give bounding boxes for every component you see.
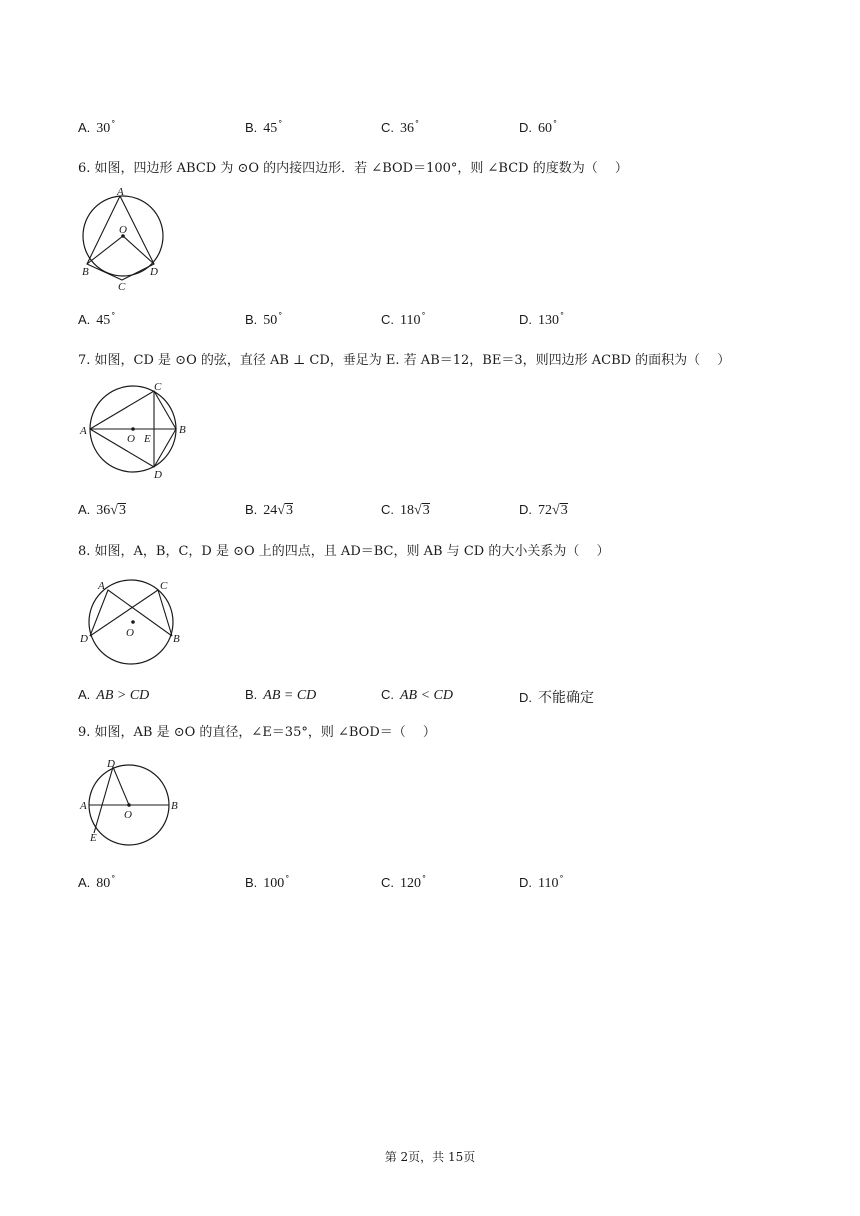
q6-options [78,311,698,335]
q8-options [78,687,698,711]
q9-label-a: A [80,800,87,812]
q5-option-b: B. 45° [245,119,283,136]
q8-label-b: B [173,633,180,645]
q6-label-o: O [119,224,127,236]
q7-option-b: B. 24√3 [245,502,293,518]
q9-figure [76,755,188,847]
q9-options [78,874,698,898]
q8-option-c: C. AB < CD [381,687,453,703]
q8-option-b: B. AB = CD [245,687,317,703]
q8-figure [76,574,188,670]
q8-option-d: D. 不能确定 [519,690,594,706]
q6-option-d: D. 130° [519,311,564,328]
q8-label-c: C [160,580,168,592]
q7-figure [76,380,194,482]
q6-label-d: D [150,266,158,278]
q9-label-b: B [171,800,178,812]
q9-option-d: D. 110° [519,874,564,891]
q9-option-a: A. 80° [78,874,116,891]
q6-question-text: 6. 如图，四边形 ABCD 为 ⊙O 的内接四边形．若 ∠BOD＝100°，则 ∠BCD 的度数为（ ） [78,161,628,176]
q9-label-o: O [124,809,132,821]
q6-figure [76,184,170,294]
q7-label-d: D [154,469,162,481]
q7-option-d: D. 72√3 [519,502,568,518]
q7-label-o: O [127,433,135,445]
q8-label-d: D [80,633,88,645]
q6-label-a: A [117,186,124,198]
q5-option-c: C. 36° [381,119,419,136]
q7-options [78,502,698,526]
q7-option-a: A. 36√3 [78,502,126,518]
q8-option-a: A. AB > CD [78,687,150,703]
q9-option-b: B. 100° [245,874,290,891]
q6-label-c: C [118,281,126,293]
q6-option-b: B. 50° [245,311,283,328]
q9-option-c: C. 120° [381,874,426,891]
q6-option-c: C. 110° [381,311,426,328]
q5-option-a: A. 30° [78,119,116,136]
q5-option-d: D. 60° [519,119,557,136]
q8-label-a: A [98,580,105,592]
q7-label-e: E [144,433,151,445]
q9-label-e: E [90,832,97,844]
q6-label-b: B [82,266,89,278]
q9-label-d: D [107,758,115,770]
page-footer: 第 2页，共 15页 [384,1150,476,1164]
q7-question-text: 7. 如图，CD 是 ⊙O 的弦，直径 AB ⊥ CD，垂足为 E. 若 AB＝12，BE＝3，则四边形 ACBD 的面积为（ ） [78,353,731,368]
q9-question-text: 9. 如图，AB 是 ⊙O 的直径，∠E＝35°，则 ∠BOD＝（ ） [78,725,436,740]
q7-label-c: C [154,381,162,393]
q7-option-c: C. 18√3 [381,502,430,518]
q7-label-a: A [80,425,87,437]
q7-label-b: B [179,424,186,436]
q8-question-text: 8. 如图，A，B，C，D 是 ⊙O 上的四点，且 AD＝BC，则 AB 与 CD 的大小关系为（ ） [78,544,610,559]
q8-label-o: O [126,627,134,639]
q6-option-a: A. 45° [78,311,116,328]
q5-options [78,119,698,143]
